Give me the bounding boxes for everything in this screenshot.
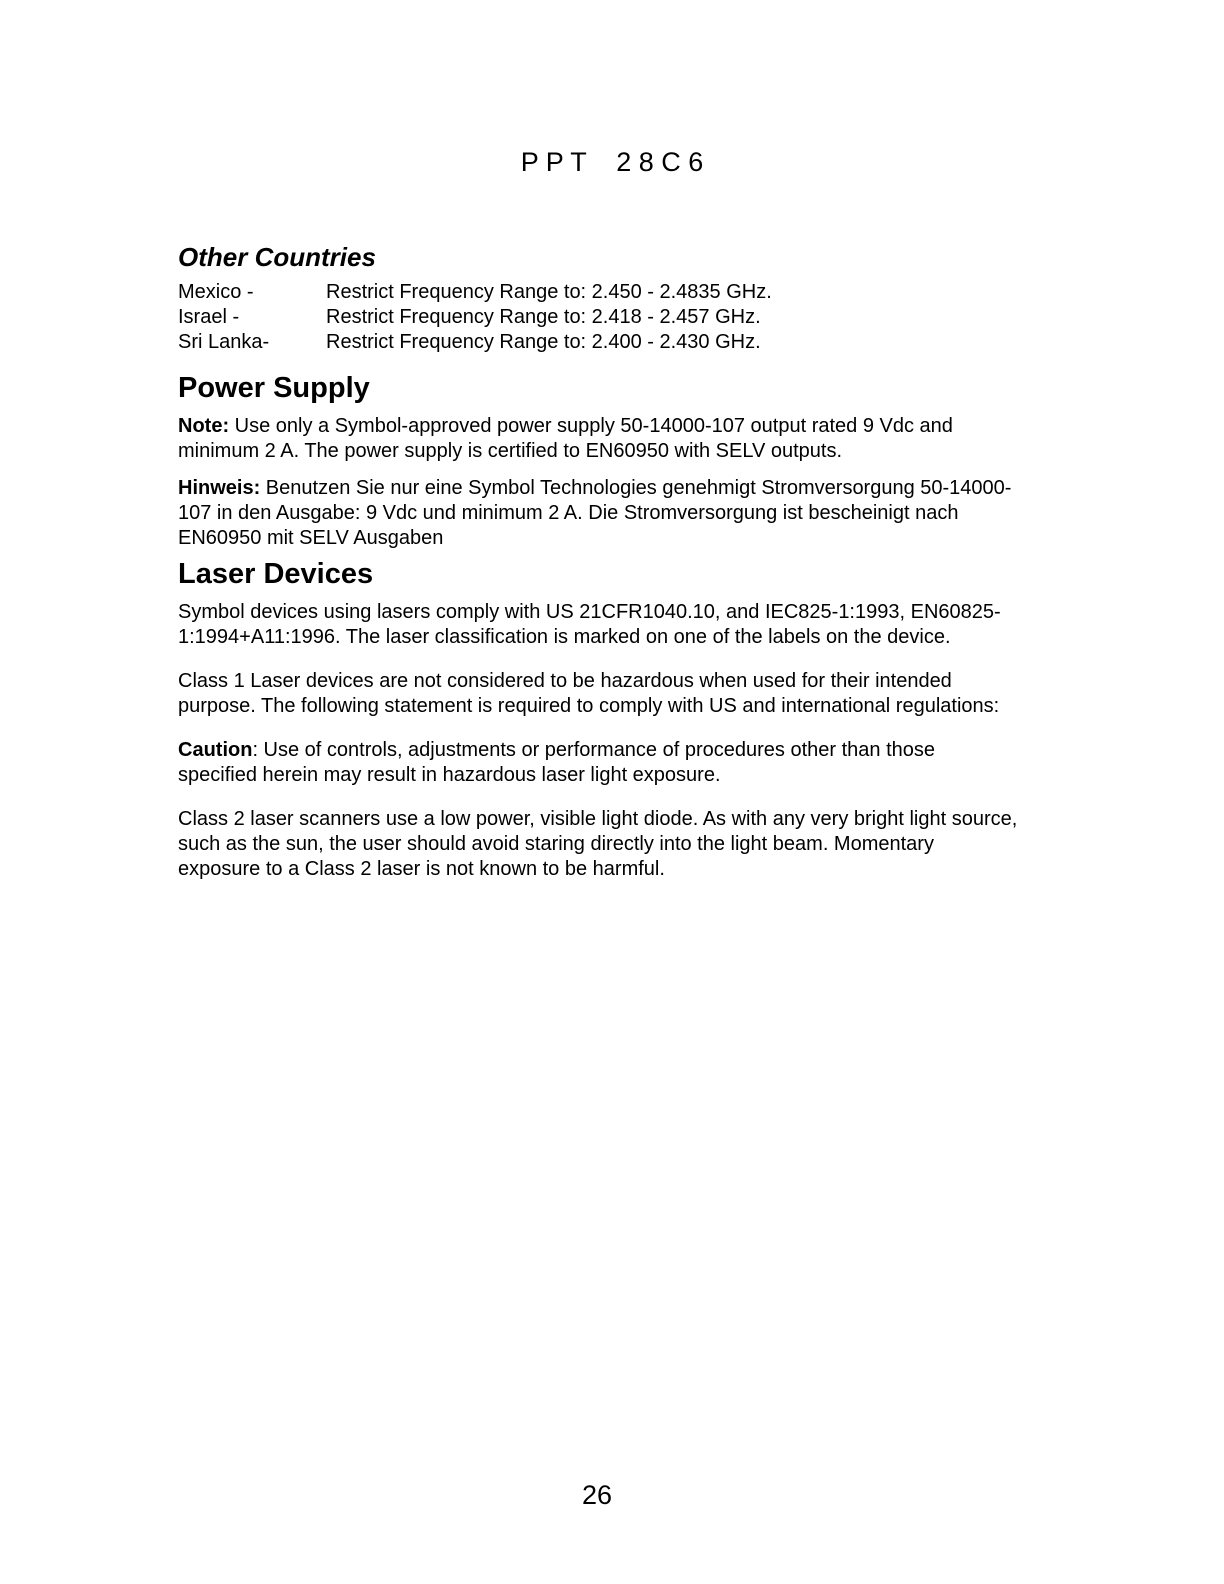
hinweis-label: Hinweis: <box>178 477 261 499</box>
other-countries-heading: Other Countries <box>178 242 376 272</box>
note-text: Use only a Symbol-approved power supply 50-14000-107 output rated 9 Vdc and minimum 2 A. The power supply is certified to EN60950 with SELV outputs. <box>178 415 953 462</box>
other-countries-section <box>178 240 1018 355</box>
laser-devices-heading: Laser Devices <box>178 558 374 590</box>
power-supply-note <box>178 414 1018 464</box>
frequency-range-text: Restrict Frequency Range to: 2.450 - 2.4835 GHz. <box>326 281 772 303</box>
page-content <box>178 240 1018 894</box>
power-supply-heading: Power Supply <box>178 372 370 404</box>
country-list <box>178 280 1018 355</box>
country-row-israel <box>178 305 1018 330</box>
class-1-paragraph: Class 1 Laser devices are not considered to be hazardous when used for their intended purpose. The following statement is required to comply with US and international regulations: <box>178 670 1000 717</box>
country-row-mexico <box>178 280 1018 305</box>
power-supply-hinweis <box>178 476 1018 551</box>
running-title: P P T 2 8 C 6 <box>520 147 704 177</box>
caution-text: : Use of controls, adjustments or performance of procedures other than those specified herein may result in hazardous laser light exposure. <box>178 739 936 786</box>
country-name: Sri Lanka- <box>178 331 270 353</box>
caution-paragraph <box>178 738 1018 788</box>
frequency-range-text: Restrict Frequency Range to: 2.418 - 2.457 GHz. <box>326 306 761 328</box>
power-supply-section <box>178 370 1018 551</box>
frequency-range-text: Restrict Frequency Range to: 2.400 - 2.430 GHz. <box>326 331 761 353</box>
laser-compliance-paragraph: Symbol devices using lasers comply with US 21CFR1040.10, and IEC825-1:1993, EN60825-1:1994+A11:1996. The laser classification is marked on one of the labels on the device. <box>178 601 1001 648</box>
note-label: Note: <box>178 415 230 437</box>
class-2-paragraph: Class 2 laser scanners use a low power, visible light diode. As with any very bright light source, such as the sun, the user should avoid staring directly into the light beam. Momentary exposure to a Class 2 laser is not known to be harmful. <box>178 808 1018 880</box>
country-row-sri-lanka <box>178 330 1018 355</box>
hinweis-text: Benutzen Sie nur eine Symbol Technologies genehmigt Stromversorgung 50-14000-107 in den Ausgabe: 9 Vdc und minimum 2 A. Die Stromversorgung ist bescheinigt nach EN60950 mit SELV Ausgaben <box>178 477 1012 549</box>
running-header <box>0 144 1224 180</box>
country-name: Mexico - <box>178 281 254 303</box>
country-name: Israel - <box>178 306 240 328</box>
laser-devices-section <box>178 556 1018 882</box>
caution-label: Caution <box>178 739 253 761</box>
page-number: 26 <box>581 1480 613 1510</box>
